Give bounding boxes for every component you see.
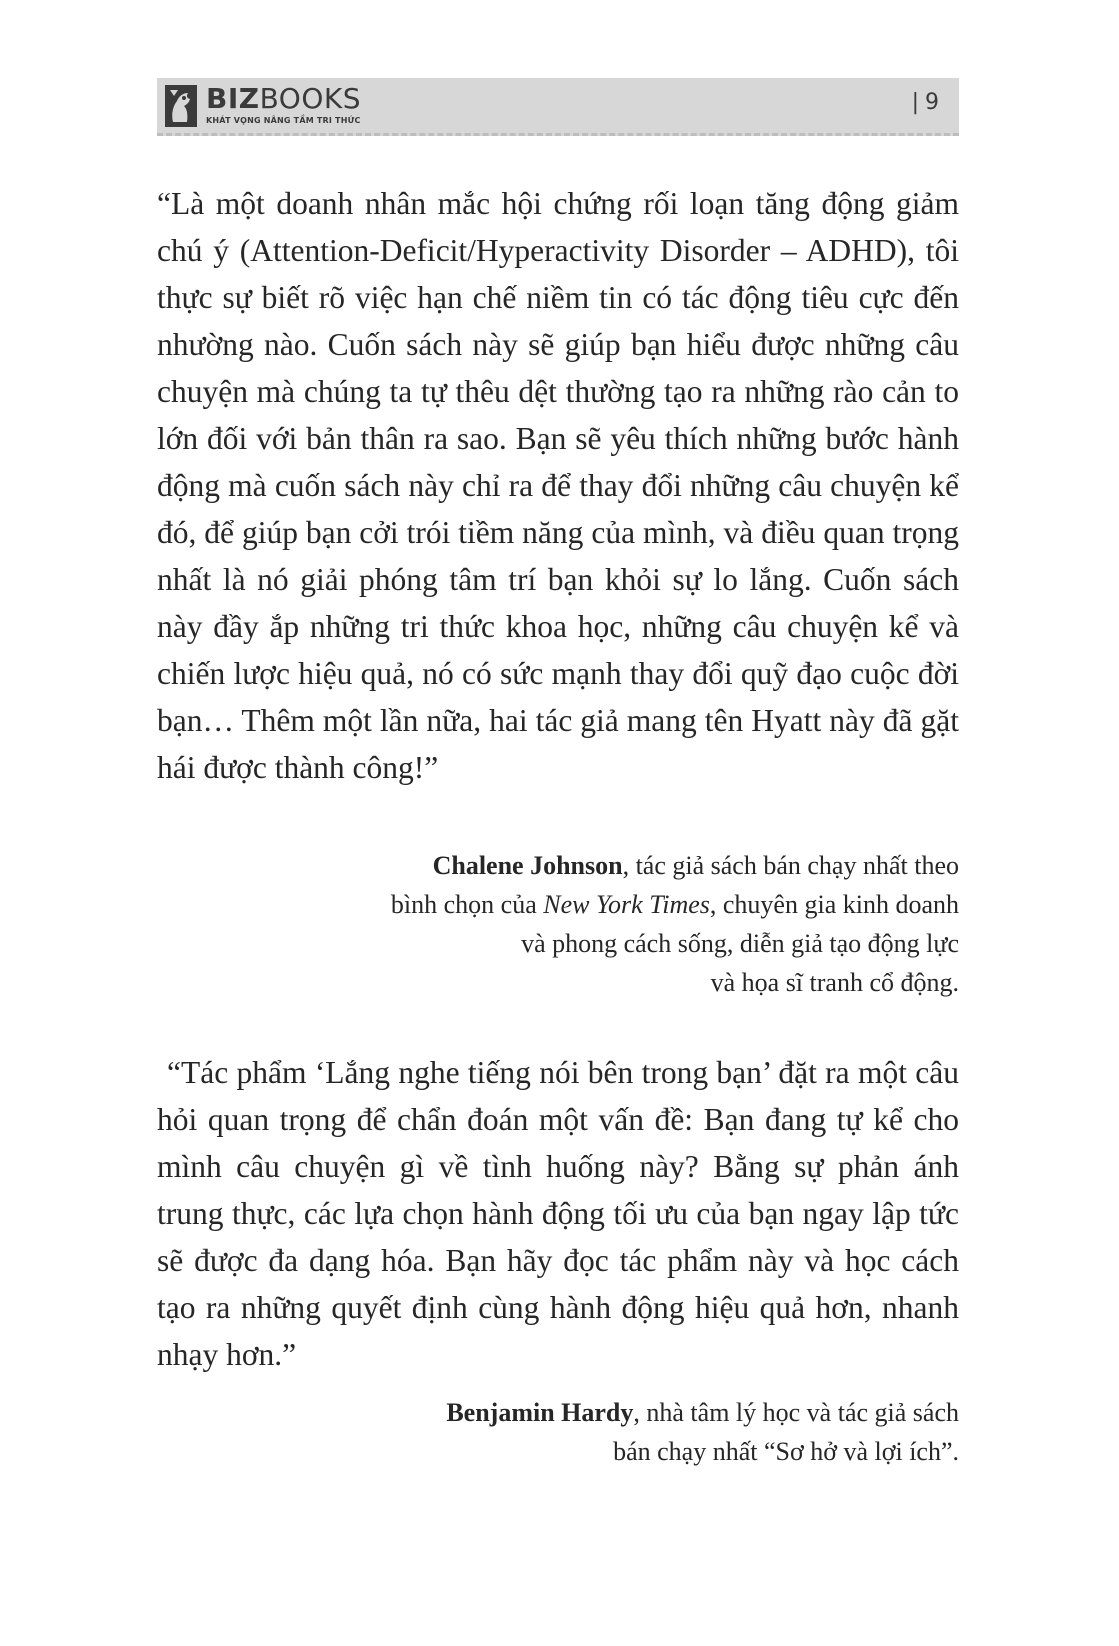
brand-tagline: KHÁT VỌNG NÂNG TẦM TRI THỨC <box>206 116 361 125</box>
page-separator: | <box>911 90 919 115</box>
brand-light: BOOKS <box>259 82 361 115</box>
bizbooks-mark-icon <box>164 84 198 128</box>
page-header <box>157 78 959 136</box>
brand-bold: BIZ <box>206 82 260 115</box>
endorsement-attribution-2 <box>259 1393 959 1471</box>
attribution-2-line-2: bán chạy nhất “Sơ hở và lợi ích”. <box>613 1437 959 1466</box>
endorsement-attribution-1 <box>259 846 959 1002</box>
endorser-name-1: Chalene Johnson <box>432 851 623 880</box>
endorsement-quote-2: “Tác phẩm ‘Lắng nghe tiếng nói bên trong bạn’ đặt ra một câu hỏi quan trọng để chẩn đoán một vấn đề: Bạn đang tự kể cho mình câu chuyện gì về tình huống này? Bằng sự phản ánh trung thực, các lựa chọn hành động tối ưu của bạn ngay lập tức sẽ được đa dạng hóa. Bạn hãy đọc tác phẩm này và học cách tạo ra những quyết định cùng hành động hiệu quả hơn, nhanh nhạy hơn.” <box>157 1055 959 1372</box>
page-number-value: 9 <box>925 90 939 115</box>
endorser-name-2: Benjamin Hardy <box>446 1398 634 1427</box>
publication-name: New York Times <box>543 890 710 919</box>
brand-name <box>206 82 361 115</box>
page-number <box>912 90 939 115</box>
attribution-2-line-1: Benjamin Hardy, nhà tâm lý học và tác giả sách <box>446 1398 959 1427</box>
attribution-1-line-2: bình chọn của New York Times, chuyên gia kinh doanh <box>390 890 959 919</box>
endorsement-quote-1: “Là một doanh nhân mắc hội chứng rối loạn tăng động giảm chú ý (Attention-Deficit/Hyperactivity Disorder – ADHD), tôi thực sự biết rõ việc hạn chế niềm tin có tác động tiêu cực đến nhường nào. Cuốn sách này sẽ giúp bạn hiểu được những câu chuyện mà chúng ta tự thêu dệt thường tạo ra những rào cản to lớn đối với bản thân ra sao. Bạn sẽ yêu thích những bước hành động mà cuốn sách này chỉ ra để thay đổi những câu chuyện kể đó, để giúp bạn cởi trói tiềm năng của mình, và điều quan trọng nhất là nó giải phóng tâm trí bạn khỏi sự lo lắng. Cuốn sách này đầy ắp những tri thức khoa học, những câu chuyện kể và chiến lược hiệu quả, nó có sức mạnh thay đổi quỹ đạo cuộc đời bạn… Thêm một lần nữa, hai tác giả mang tên Hyatt này đã gặt hái được thành công!” <box>157 186 959 785</box>
attribution-1-line-1: Chalene Johnson, tác giả sách bán chạy nhất theo <box>432 851 959 880</box>
attribution-1-line-3: và phong cách sống, diễn giả tạo động lực <box>521 929 959 958</box>
attribution-1-line-4: và họa sĩ tranh cổ động. <box>710 968 959 997</box>
